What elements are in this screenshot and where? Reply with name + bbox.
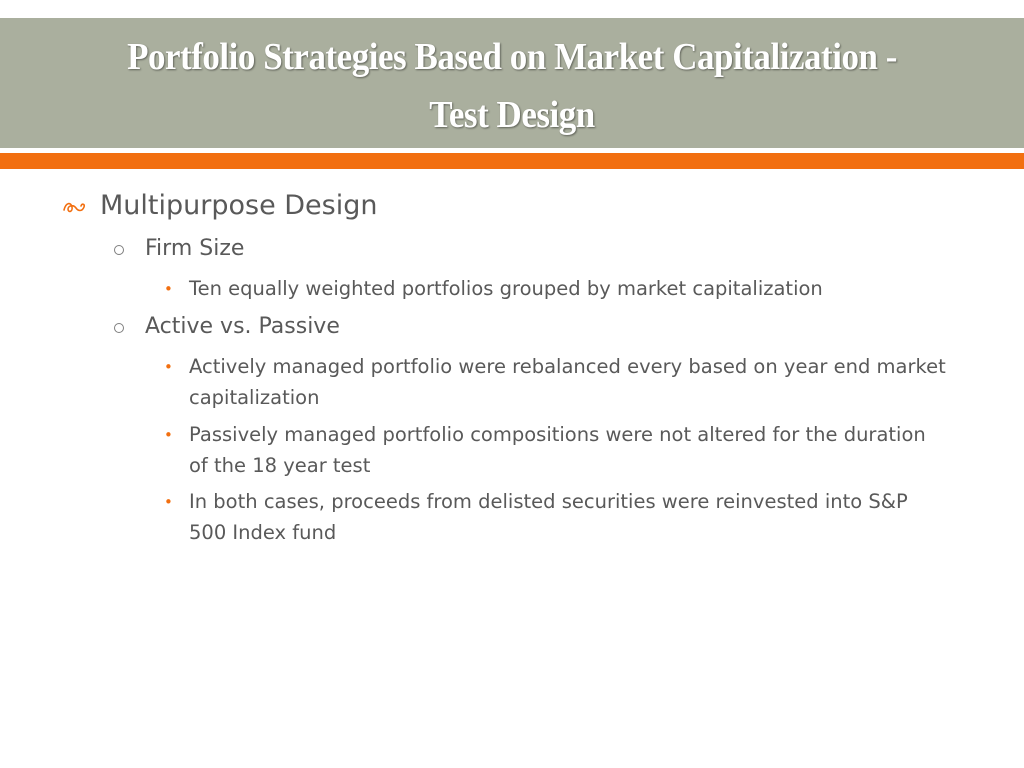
script-curl-bullet-icon xyxy=(62,198,88,216)
list-item-text: In both cases, proceeds from delisted securities were reinvested into S&P 500 Index fund xyxy=(189,490,908,544)
dot-bullet-icon: • xyxy=(164,358,173,376)
list-item-text: Ten equally weighted portfolios grouped by market capitalization xyxy=(189,277,823,300)
list-item-text: Passively managed portfolio compositions were not altered for the duration of the 18 year test xyxy=(189,423,926,477)
dot-bullet-icon: • xyxy=(164,493,173,511)
hollow-circle-bullet-icon xyxy=(114,323,124,333)
section-label: Firm Size xyxy=(145,236,245,261)
dot-bullet-icon: • xyxy=(164,426,173,444)
dot-bullet-icon: • xyxy=(164,280,173,298)
list-item-text: Actively managed portfolio were rebalanced every based on year end market capitalization xyxy=(189,355,946,409)
slide-title: Portfolio Strategies Based on Market Capitalization - Test Design xyxy=(127,36,897,136)
accent-bar xyxy=(0,153,1024,169)
hollow-circle-bullet-icon xyxy=(114,245,124,255)
section-label: Active vs. Passive xyxy=(145,314,340,339)
heading-text: Multipurpose Design xyxy=(100,190,378,221)
